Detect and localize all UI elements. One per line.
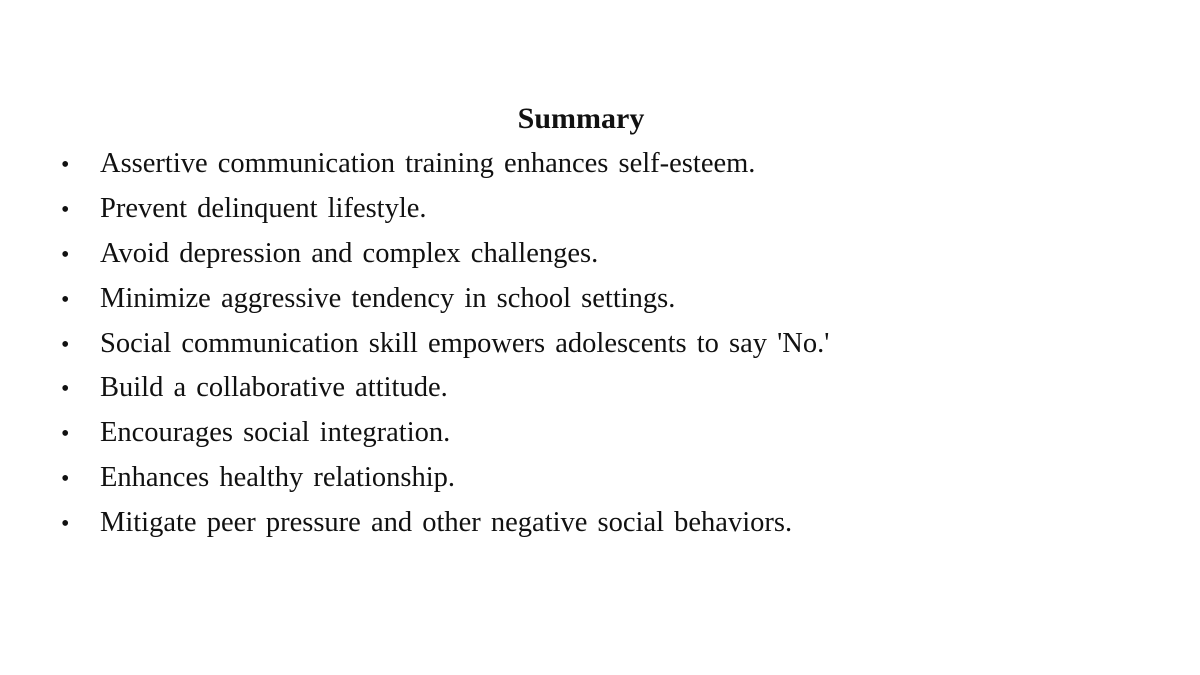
bullet-item — [61, 233, 829, 278]
bullet-item — [61, 143, 829, 188]
bullet-item — [61, 278, 829, 323]
bullet-text: Mitigate peer pressure and other negative social behaviors. — [100, 507, 793, 539]
bullet-text: Avoid depression and complex challenges. — [100, 237, 599, 269]
slide-title: Summary — [517, 102, 645, 135]
bullet-icon: • — [61, 331, 70, 358]
bullet-text: Social communication skill empowers adolescents to say 'No.' — [100, 327, 830, 359]
bullet-icon: • — [61, 241, 70, 268]
bullet-icon: • — [61, 511, 70, 538]
bullet-text: Enhances healthy relationship. — [100, 462, 456, 494]
bullet-item — [61, 323, 829, 368]
bullet-icon: • — [61, 152, 70, 178]
bullet-icon: • — [61, 376, 70, 403]
bullet-icon: • — [61, 466, 70, 493]
bullet-text: Prevent delinquent lifestyle. — [100, 192, 427, 224]
bullet-text: Minimize aggressive tendency in school settings. — [100, 282, 676, 314]
bullet-text: Encourages social integration. — [100, 417, 451, 449]
bullet-item — [61, 412, 829, 457]
bullet-icon: • — [61, 196, 70, 223]
bullet-item — [61, 502, 829, 547]
bullet-icon: • — [61, 421, 70, 448]
bullet-list — [61, 143, 829, 547]
bullet-item — [61, 188, 829, 233]
bullet-item — [61, 367, 829, 412]
bullet-text: Build a collaborative attitude. — [100, 372, 448, 404]
bullet-text: Assertive communication training enhances self-esteem. — [100, 148, 756, 179]
bullet-icon: • — [61, 286, 70, 313]
bullet-item — [61, 457, 829, 502]
